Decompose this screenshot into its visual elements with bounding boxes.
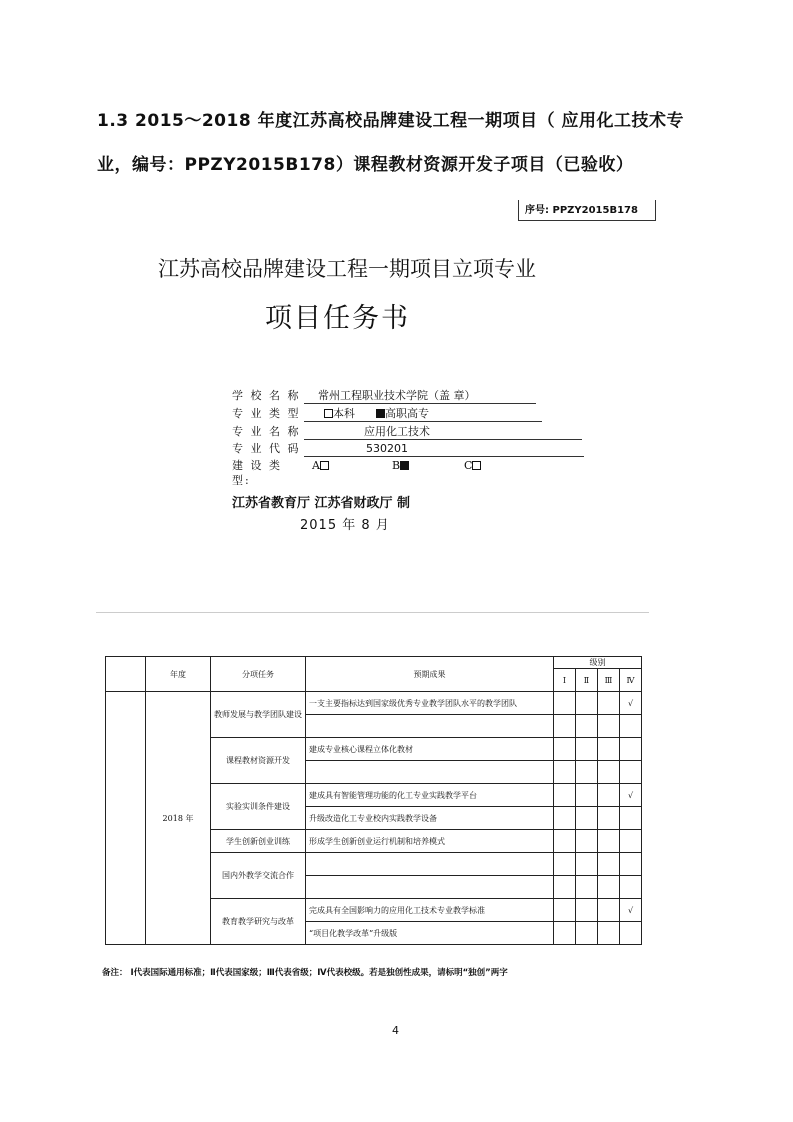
task-cell: 国内外教学交流合作 bbox=[211, 853, 306, 899]
table-row bbox=[106, 692, 642, 715]
build-type-options bbox=[312, 458, 487, 473]
build-option-b-wrap bbox=[392, 458, 409, 473]
result-cell: 建成具有智能管理功能的化工专业实践教学平台 bbox=[306, 784, 554, 807]
build-option-c: C bbox=[464, 459, 473, 472]
book-title: 项目任务书 bbox=[265, 303, 410, 334]
task-cell: 学生创新创业训练 bbox=[211, 830, 306, 853]
check-mark: √ bbox=[620, 899, 642, 922]
header-result: 预期成果 bbox=[306, 657, 554, 692]
checkbox-unchecked-icon bbox=[320, 461, 329, 470]
checkbox-unchecked-icon bbox=[472, 461, 481, 470]
level-1: Ⅰ bbox=[554, 669, 576, 692]
task-cell: 教育教学研究与改革 bbox=[211, 899, 306, 945]
table-header-row bbox=[106, 657, 642, 669]
type-option-undergraduate: 本科 bbox=[333, 407, 355, 420]
serial-value: PPZY2015B178 bbox=[552, 205, 638, 216]
header-level: 级别 bbox=[554, 657, 642, 669]
cover-title: 江苏高校品牌建设工程一期项目立项专业 bbox=[158, 257, 536, 281]
major-code-value: 530201 bbox=[304, 441, 584, 457]
result-cell: 完成具有全国影响力的应用化工技术专业教学标准 bbox=[306, 899, 554, 922]
year-cell: 2018 年 bbox=[146, 692, 211, 945]
major-name-label: 专 业 名 称 bbox=[232, 425, 301, 438]
section-heading-line-1: 1.3 2015～2018 年度江苏高校品牌建设工程一期项目（ 应用化工技术专 bbox=[97, 111, 684, 131]
table-note: 备注： Ⅰ代表国际通用标准；Ⅱ代表国家级；Ⅲ代表省级；Ⅳ代表校级。若是独创性成果，请标明“独创”两字 bbox=[102, 968, 508, 978]
level-2: Ⅱ bbox=[576, 669, 598, 692]
major-type-options bbox=[304, 406, 542, 422]
build-option-b: B bbox=[392, 459, 401, 472]
result-cell: 形成学生创新创业运行机制和培养模式 bbox=[306, 830, 554, 853]
level-3: Ⅲ bbox=[598, 669, 620, 692]
school-label: 学 校 名 称 bbox=[232, 389, 301, 402]
issue-date: 2015 年 8 月 bbox=[300, 518, 390, 533]
page-number: 4 bbox=[392, 1024, 399, 1037]
task-cell: 教师发展与教学团队建设 bbox=[211, 692, 306, 738]
task-cell: 实验实训条件建设 bbox=[211, 784, 306, 830]
checkbox-checked-icon bbox=[400, 461, 409, 470]
major-code-label: 专 业 代 码 bbox=[232, 442, 301, 455]
checkbox-unchecked-icon bbox=[324, 409, 333, 418]
issuer: 江苏省教育厅 江苏省财政厅 制 bbox=[232, 496, 411, 511]
level-4: Ⅳ bbox=[620, 669, 642, 692]
header-year: 年度 bbox=[146, 657, 211, 692]
check-mark: √ bbox=[620, 784, 642, 807]
build-option-c-wrap bbox=[464, 458, 481, 473]
section-heading-line-2: 业，编号：PPZY2015B178）课程教材资源开发子项目（已验收） bbox=[97, 155, 634, 175]
check-mark: √ bbox=[620, 692, 642, 715]
separator-line bbox=[96, 612, 649, 613]
major-type-label: 专 业 类 型 bbox=[232, 407, 301, 420]
result-cell: “项目化教学改革”升级版 bbox=[306, 922, 554, 945]
serial-label: 序号: bbox=[525, 205, 549, 216]
result-cell: 升级改造化工专业校内实践教学设备 bbox=[306, 807, 554, 830]
build-option-a: A bbox=[312, 459, 320, 472]
task-table bbox=[105, 656, 642, 945]
school-value: 常州工程职业技术学院（盖 章） bbox=[304, 388, 536, 404]
build-type-label: 建 设 类 型: bbox=[232, 459, 282, 487]
row-spacer-cell bbox=[106, 692, 146, 945]
checkbox-checked-icon bbox=[376, 409, 385, 418]
task-cell: 课程教材资源开发 bbox=[211, 738, 306, 784]
header-task: 分项任务 bbox=[211, 657, 306, 692]
type-option-vocational: 高职高专 bbox=[384, 407, 429, 420]
table-corner-cell bbox=[106, 657, 146, 692]
result-cell: 一支主要指标达到国家级优秀专业教学团队水平的教学团队 bbox=[306, 692, 554, 715]
major-name-value: 应用化工技术 bbox=[304, 424, 582, 440]
result-cell: 建成专业核心课程立体化教材 bbox=[306, 738, 554, 761]
serial-number-box bbox=[518, 200, 656, 221]
